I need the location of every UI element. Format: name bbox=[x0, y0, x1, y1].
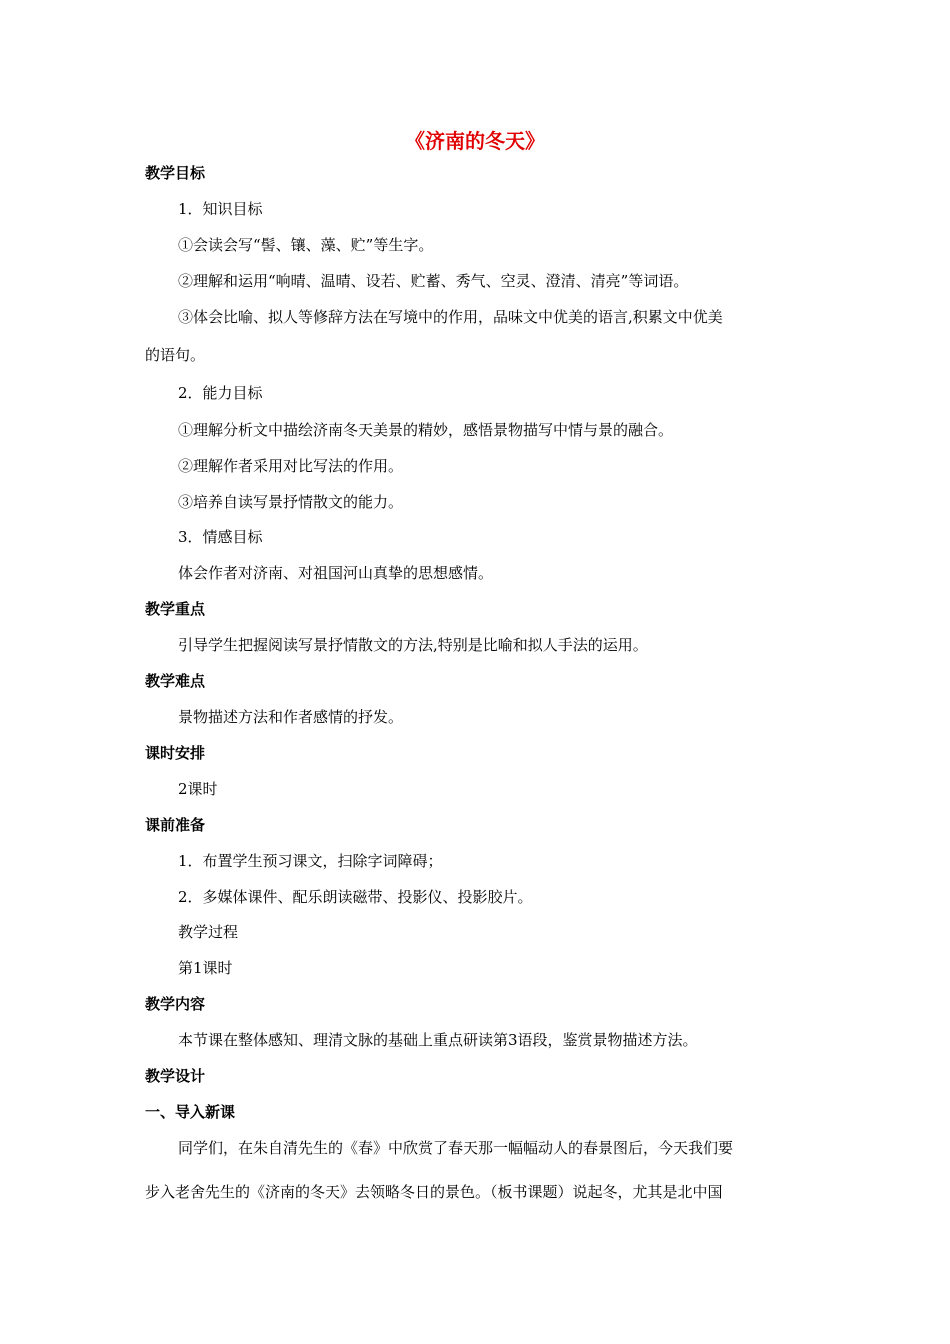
paragraph: 1．布置学生预习课文，扫除字词障碍； bbox=[178, 852, 443, 870]
paragraph: ②理解作者采用对比写法的作用。 bbox=[178, 457, 404, 475]
section-heading-objectives: 教学目标 bbox=[145, 164, 206, 182]
paragraph: 引导学生把握阅读写景抒情散文的方法,特别是比喻和拟人手法的运用。 bbox=[178, 636, 648, 654]
subheading-knowledge: 1．知识目标 bbox=[178, 200, 263, 218]
paragraph: 2．多媒体课件、配乐朗读磁带、投影仪、投影胶片。 bbox=[178, 888, 533, 906]
section-heading-schedule: 课时安排 bbox=[145, 744, 206, 762]
paragraph: ①会读会写“髻、镶、藻、贮”等生字。 bbox=[178, 236, 434, 254]
subheading-ability: 2．能力目标 bbox=[178, 384, 263, 402]
paragraph-continued: 的语句。 bbox=[145, 346, 206, 364]
paragraph: ③体会比喻、拟人等修辞方法在写境中的作用，品味文中优美的语言,积累文中优美 bbox=[178, 308, 723, 326]
paragraph: ③培养自读写景抒情散文的能力。 bbox=[178, 493, 404, 511]
paragraph: 2课时 bbox=[178, 780, 218, 798]
section-heading-intro: 一、导入新课 bbox=[145, 1103, 236, 1121]
section-heading-design: 教学设计 bbox=[145, 1067, 206, 1085]
paragraph: 景物描述方法和作者感情的抒发。 bbox=[178, 708, 404, 726]
paragraph-continued: 步入老舍先生的《济南的冬天》去领略冬日的景色。（板书课题）说起冬，尤其是北中国 bbox=[145, 1183, 723, 1201]
section-heading-key-points: 教学重点 bbox=[145, 600, 206, 618]
document-title: 《济南的冬天》 bbox=[405, 129, 545, 153]
subheading-emotion: 3．情感目标 bbox=[178, 528, 263, 546]
paragraph: 同学们，在朱自清先生的《春》中欣赏了春天那一幅幅动人的春景图后，今天我们要 bbox=[178, 1139, 734, 1157]
paragraph: ①理解分析文中描绘济南冬天美景的精妙，感悟景物描写中情与景的融合。 bbox=[178, 421, 674, 439]
paragraph: ②理解和运用“响晴、温晴、设若、贮蓄、秀气、空灵、澄清、清亮”等词语。 bbox=[178, 272, 689, 290]
paragraph: 本节课在整体感知、理清文脉的基础上重点研读第3语段，鉴赏景物描述方法。 bbox=[178, 1031, 698, 1049]
paragraph: 体会作者对济南、对祖国河山真挚的思想感情。 bbox=[178, 564, 494, 582]
section-heading-content: 教学内容 bbox=[145, 995, 206, 1013]
paragraph: 第1课时 bbox=[178, 959, 233, 977]
section-heading-difficulties: 教学难点 bbox=[145, 672, 206, 690]
section-heading-preparation: 课前准备 bbox=[145, 816, 206, 834]
paragraph: 教学过程 bbox=[178, 923, 239, 941]
